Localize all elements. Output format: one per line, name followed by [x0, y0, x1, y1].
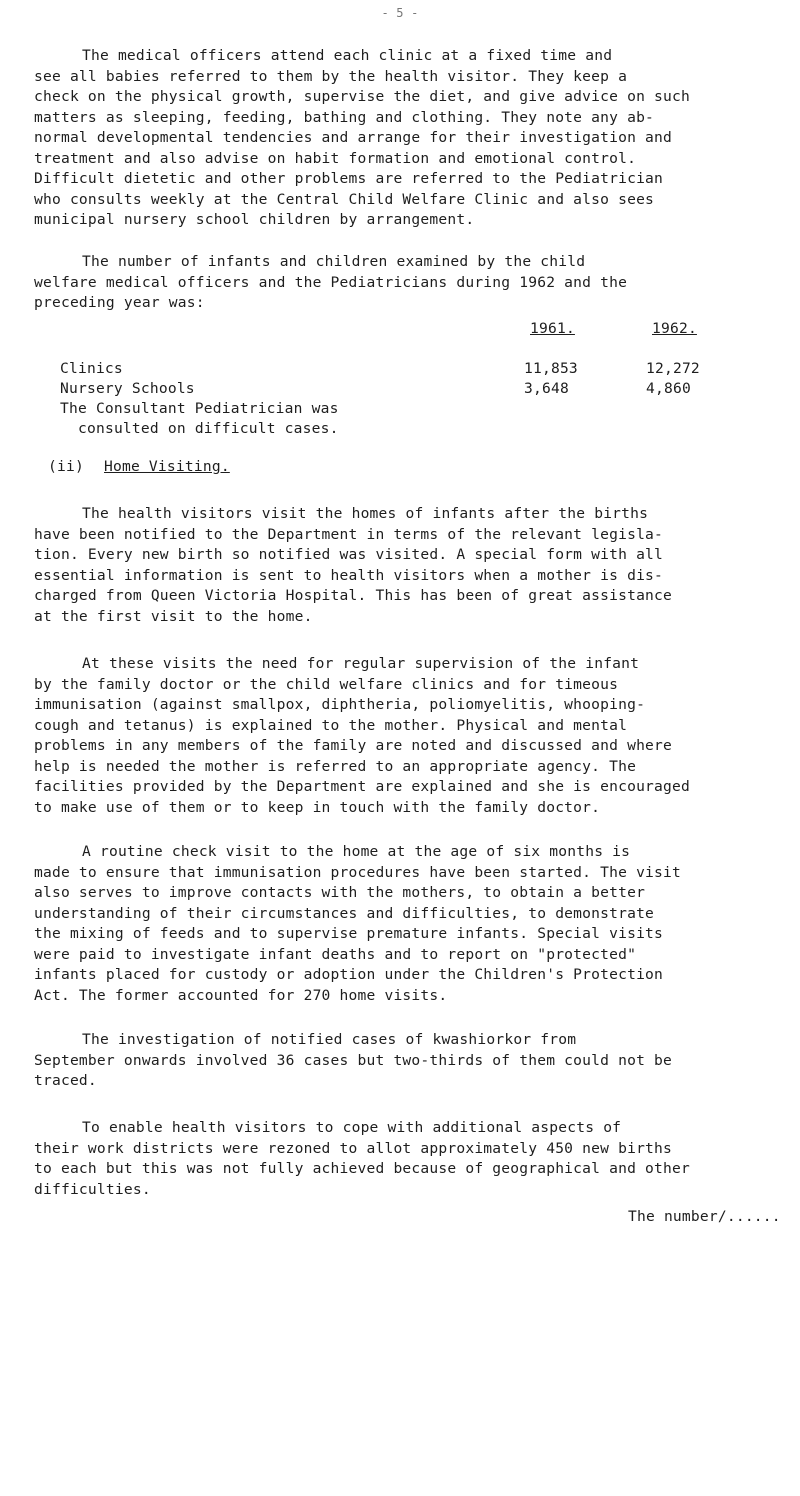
text-line: to each but this was not fully achieved because of geographical and other	[34, 1160, 690, 1177]
text-line: difficulties.	[34, 1180, 151, 1198]
note-text: consulted on difficult cases.	[78, 420, 339, 437]
column-header-1962: 1962.	[652, 320, 697, 337]
table-row	[60, 380, 760, 400]
section-heading	[48, 458, 230, 475]
value-1962: 4,860	[646, 380, 691, 397]
text-line: normal developmental tendencies and arrange for their investigation and	[34, 129, 673, 146]
table-header	[60, 320, 760, 342]
text-line: their work districts were rezoned to allot approximately 450 new births	[34, 1139, 673, 1157]
paragraph-rezoning	[34, 1118, 774, 1200]
text-line: The health visitors visit the homes of infants after the births	[82, 505, 649, 522]
text-line: check on the physical growth, supervise the diet, and give advice on such	[34, 88, 690, 105]
section-title: Home Visiting.	[104, 458, 230, 475]
paragraph-visits-supervision	[34, 654, 774, 818]
text-line: understanding of their circumstances and difficulties, to demonstrate	[34, 904, 655, 922]
text-line: A routine check visit to the home at the age of six months is	[82, 843, 631, 860]
note-text: The Consultant Pediatrician was	[60, 400, 339, 417]
text-line: September onwards involved 36 cases but two-thirds of them could not be	[34, 1051, 673, 1069]
catchword-footer: The number/......	[628, 1208, 781, 1225]
text-line: immunisation (against smallpox, diphtheria, poliomyelitis, whooping-	[34, 696, 646, 713]
text-line: traced.	[34, 1072, 97, 1089]
text-line: at the first visit to the home.	[34, 607, 313, 625]
text-line: the mixing of feeds and to supervise premature infants. Special visits	[34, 925, 664, 942]
text-line: welfare medical officers and the Pediatricians during 1962 and the	[34, 273, 628, 291]
paragraph-kwashiorkor	[34, 1030, 774, 1092]
paragraph-medical-officers	[34, 46, 774, 231]
table-note-line	[60, 420, 760, 440]
text-line: help is needed the mother is referred to an appropriate agency. The	[34, 757, 637, 775]
text-line: cough and tetanus) is explained to the mother. Physical and mental	[34, 716, 628, 734]
text-line: Difficult dietetic and other problems are referred to the Pediatrician	[34, 170, 664, 187]
text-line: At these visits the need for regular supervision of the infant	[82, 655, 640, 672]
text-line: infants placed for custody or adoption under the Children's Protection	[34, 966, 664, 983]
text-line: have been notified to the Department in terms of the relevant legisla-	[34, 525, 664, 543]
value-1962: 12,272	[646, 360, 700, 377]
text-line: also serves to improve contacts with the mothers, to obtain a better	[34, 884, 646, 901]
text-line: charged from Queen Victoria Hospital. This has been of great assistance	[34, 587, 673, 604]
column-header-1961: 1961.	[530, 320, 575, 337]
text-line: tion. Every new birth so notified was visited. A special form with all	[34, 546, 664, 563]
text-line: The medical officers attend each clinic at a fixed time and	[82, 47, 613, 64]
text-line: essential information is sent to health visitors when a mother is dis-	[34, 566, 664, 584]
text-line: treatment and also advise on habit formation and emotional control.	[34, 149, 637, 167]
text-line: The investigation of notified cases of kwashiorkor from	[82, 1031, 577, 1048]
text-line: The number of infants and children examined by the child	[82, 253, 586, 270]
paragraph-health-visitors	[34, 504, 774, 627]
table-note-line	[60, 400, 760, 420]
row-label: Nursery Schools	[60, 380, 195, 397]
text-line: facilities provided by the Department are explained and she is encouraged	[34, 778, 690, 795]
paragraph-number-examined	[34, 252, 774, 314]
text-line: who consults weekly at the Central Child Welfare Clinic and also sees	[34, 190, 655, 208]
text-line: preceding year was:	[34, 294, 205, 311]
text-line: municipal nursery school children by arrangement.	[34, 211, 475, 228]
text-line: problems in any members of the family are noted and discussed and where	[34, 737, 673, 754]
text-line: were paid to investigate infant deaths and to report on "protected"	[34, 945, 637, 963]
paragraph-routine-check	[34, 842, 774, 1006]
text-line: see all babies referred to them by the health visitor. They keep a	[34, 67, 628, 85]
text-line: Act. The former accounted for 270 home visits.	[34, 986, 448, 1004]
text-line: made to ensure that immunisation procedures have been started. The visit	[34, 863, 682, 881]
value-1961: 11,853	[524, 360, 578, 377]
text-line: matters as sleeping, feeding, bathing and clothing. They note any ab-	[34, 108, 655, 126]
text-line: by the family doctor or the child welfare clinics and for timeous	[34, 675, 619, 693]
section-number: (ii)	[48, 458, 84, 475]
value-1961: 3,648	[524, 380, 569, 397]
text-line: to make use of them or to keep in touch with the family doctor.	[34, 798, 601, 816]
row-label: Clinics	[60, 360, 123, 377]
page-number: - 5 -	[381, 6, 419, 20]
table-row	[60, 360, 760, 380]
text-line: To enable health visitors to cope with additional aspects of	[82, 1119, 622, 1136]
